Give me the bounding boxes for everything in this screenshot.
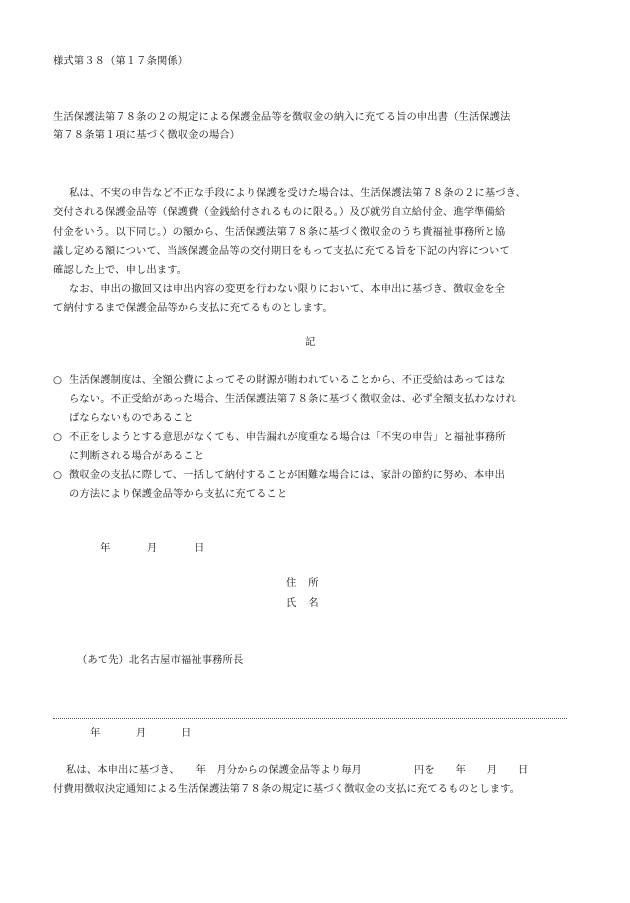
receipt-year-label: 年 [90, 727, 101, 739]
date-day-label: 日 [194, 542, 205, 554]
note-3-line: の方法により保護金品等から支払に充てること [69, 488, 288, 500]
note-2-line: に判断される場合があること [69, 450, 205, 462]
date-month-label: 月 [147, 542, 158, 554]
note-1-line: 生活保護制度は、全額公費によってその財源が賄われていることから、不正受給はあってはな [69, 374, 506, 386]
name-label: 氏名 [286, 597, 331, 609]
paragraph-2-line: なお、申出の撤回又は申出内容の変更を行わない限りにおいて、本申出に基づき、徴収金を全 [69, 283, 506, 295]
receipt-text-line: 付費用徴収決定通知による生活保護法第７８条の規定に基づく徴収金の支払に充てるものとします。 [53, 783, 521, 795]
note-3-line: 徴収金の支払に際して、一括して納付することが困難な場合には、家計の節約に努め、本申出 [69, 469, 506, 481]
paragraph-1-line: 交付される保護金品等（保護費（金銭給付されるものに限る。）及び就労自立給付金、進学準備給 [53, 206, 506, 218]
paragraph-1-line: 私は、不実の申告など不正な手段により保護を受けた場合は、生活保護法第７８条の２に基づき、 [69, 187, 527, 199]
note-2-line: 不正をしようとする意思がなくても、申告漏れが度重なる場合は「不実の申告」と福祉事務所 [69, 431, 506, 443]
receipt-month-label: 月 [136, 727, 147, 739]
paragraph-1-line: 確認した上で、申し出ます。 [53, 264, 188, 276]
note-bullet-icon: ○ [53, 431, 63, 443]
document-title-line-1: 生活保護法第７８条の２の規定による保護金品等を徴収金の納入に充てる旨の申出書（生活保護法 [53, 111, 511, 123]
note-1-line: らない。不正受給があった場合、生活保護法第７８条に基づく徴収金は、必ず全額支払わなけれ [69, 393, 516, 405]
receipt-day-label: 日 [181, 727, 192, 739]
note-bullet-icon: ○ [53, 469, 63, 481]
form-number: 様式第３８（第１７条関係） [53, 55, 189, 67]
paragraph-2-line: て納付するまで保護金品等から支払に充てるものとします。 [53, 302, 333, 314]
dotted-divider [53, 718, 567, 719]
paragraph-1-line: 付金をいう。以下同じ。）の額から、生活保護法第７８条に基づく徴収金のうち貴福祉事務所と協 [53, 226, 506, 238]
paragraph-1-line: 議し定める額について、当該保護金品等の交付期日をもって支払に充てる旨を下記の内容について [53, 245, 510, 257]
document-title-line-2: 第７８条第１項に基づく徴収金の場合） [53, 129, 241, 141]
receipt-text-line: 私は、本申出に基づき、 年 月分からの保護金品等より毎月 円を 年 月 日 [66, 764, 529, 776]
address-label: 住所 [286, 577, 331, 589]
ki-heading: 記 [305, 336, 316, 348]
date-year-label: 年 [100, 542, 111, 554]
note-1-line: ばならないものであること [69, 412, 194, 424]
note-bullet-icon: ○ [53, 374, 63, 386]
addressee: （あて先）北名古屋市福祉事務所長 [77, 654, 244, 666]
